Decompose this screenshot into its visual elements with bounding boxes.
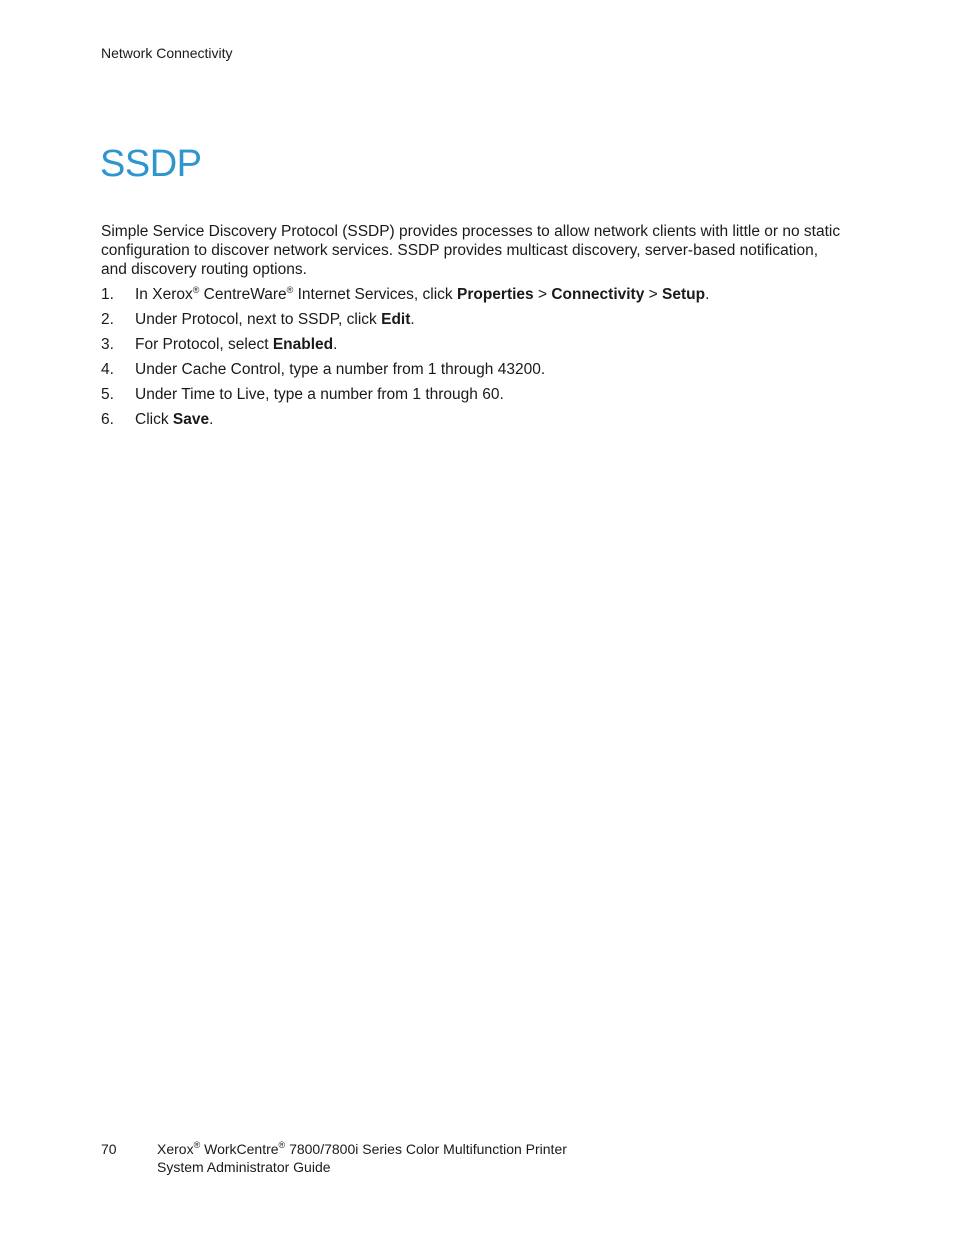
running-header: Network Connectivity	[101, 45, 233, 61]
step-number: 3.	[101, 336, 114, 353]
ui-term-connectivity: Connectivity	[551, 286, 645, 303]
step-text: Click	[135, 411, 173, 428]
step-number: 2.	[101, 311, 114, 328]
step-punct: .	[209, 411, 214, 428]
ui-term-enabled: Enabled	[272, 336, 334, 353]
footer-product-info	[157, 1140, 567, 1176]
ui-term-setup: Setup	[662, 286, 706, 303]
ui-term-properties: Properties	[456, 286, 534, 303]
footer-product: WorkCentre	[200, 1141, 279, 1157]
steps-list	[101, 284, 841, 434]
step-text: Under Protocol, next to SSDP, click	[135, 311, 382, 328]
step-4	[101, 359, 841, 384]
step-text: Internet Services, click	[293, 286, 457, 303]
footer-product-rest: 7800/7800i Series Color Multifunction Printer	[285, 1141, 567, 1157]
footer-guide-title: System Administrator Guide	[157, 1159, 331, 1175]
registered-mark: ®	[286, 285, 294, 295]
page-title: SSDP	[100, 143, 202, 185]
step-6	[101, 409, 841, 434]
step-1	[101, 284, 841, 309]
step-number: 4.	[101, 361, 114, 378]
footer-product-line	[157, 1140, 567, 1158]
step-text: Under Cache Control, type a number from 1 through 43200.	[135, 361, 546, 378]
step-5	[101, 384, 841, 409]
step-2	[101, 309, 841, 334]
registered-mark: ®	[193, 1140, 201, 1150]
step-text: CentreWare	[199, 286, 287, 303]
step-text: Under Time to Live, type a number from 1 through 60.	[135, 386, 504, 403]
step-number: 5.	[101, 386, 114, 403]
footer-brand: Xerox	[157, 1141, 194, 1157]
intro-paragraph: Simple Service Discovery Protocol (SSDP) provides processes to allow network clients with little or no static configuration to discover network services. SSDP provides multicast discovery, server-based notification, and discovery routing options.	[101, 223, 841, 278]
step-text: For Protocol, select	[135, 336, 273, 353]
ui-term-edit: Edit	[381, 311, 411, 328]
step-number: 6.	[101, 411, 114, 428]
ui-term-save: Save	[172, 411, 210, 428]
step-3	[101, 334, 841, 359]
step-punct: .	[333, 336, 338, 353]
step-number: 1.	[101, 286, 114, 303]
path-separator: >	[644, 286, 663, 303]
page-number: 70	[101, 1141, 117, 1157]
step-text: In Xerox	[135, 286, 193, 303]
registered-mark: ®	[192, 285, 200, 295]
step-punct: .	[410, 311, 415, 328]
path-separator: >	[533, 286, 552, 303]
registered-mark: ®	[278, 1140, 286, 1150]
step-punct: .	[705, 286, 710, 303]
